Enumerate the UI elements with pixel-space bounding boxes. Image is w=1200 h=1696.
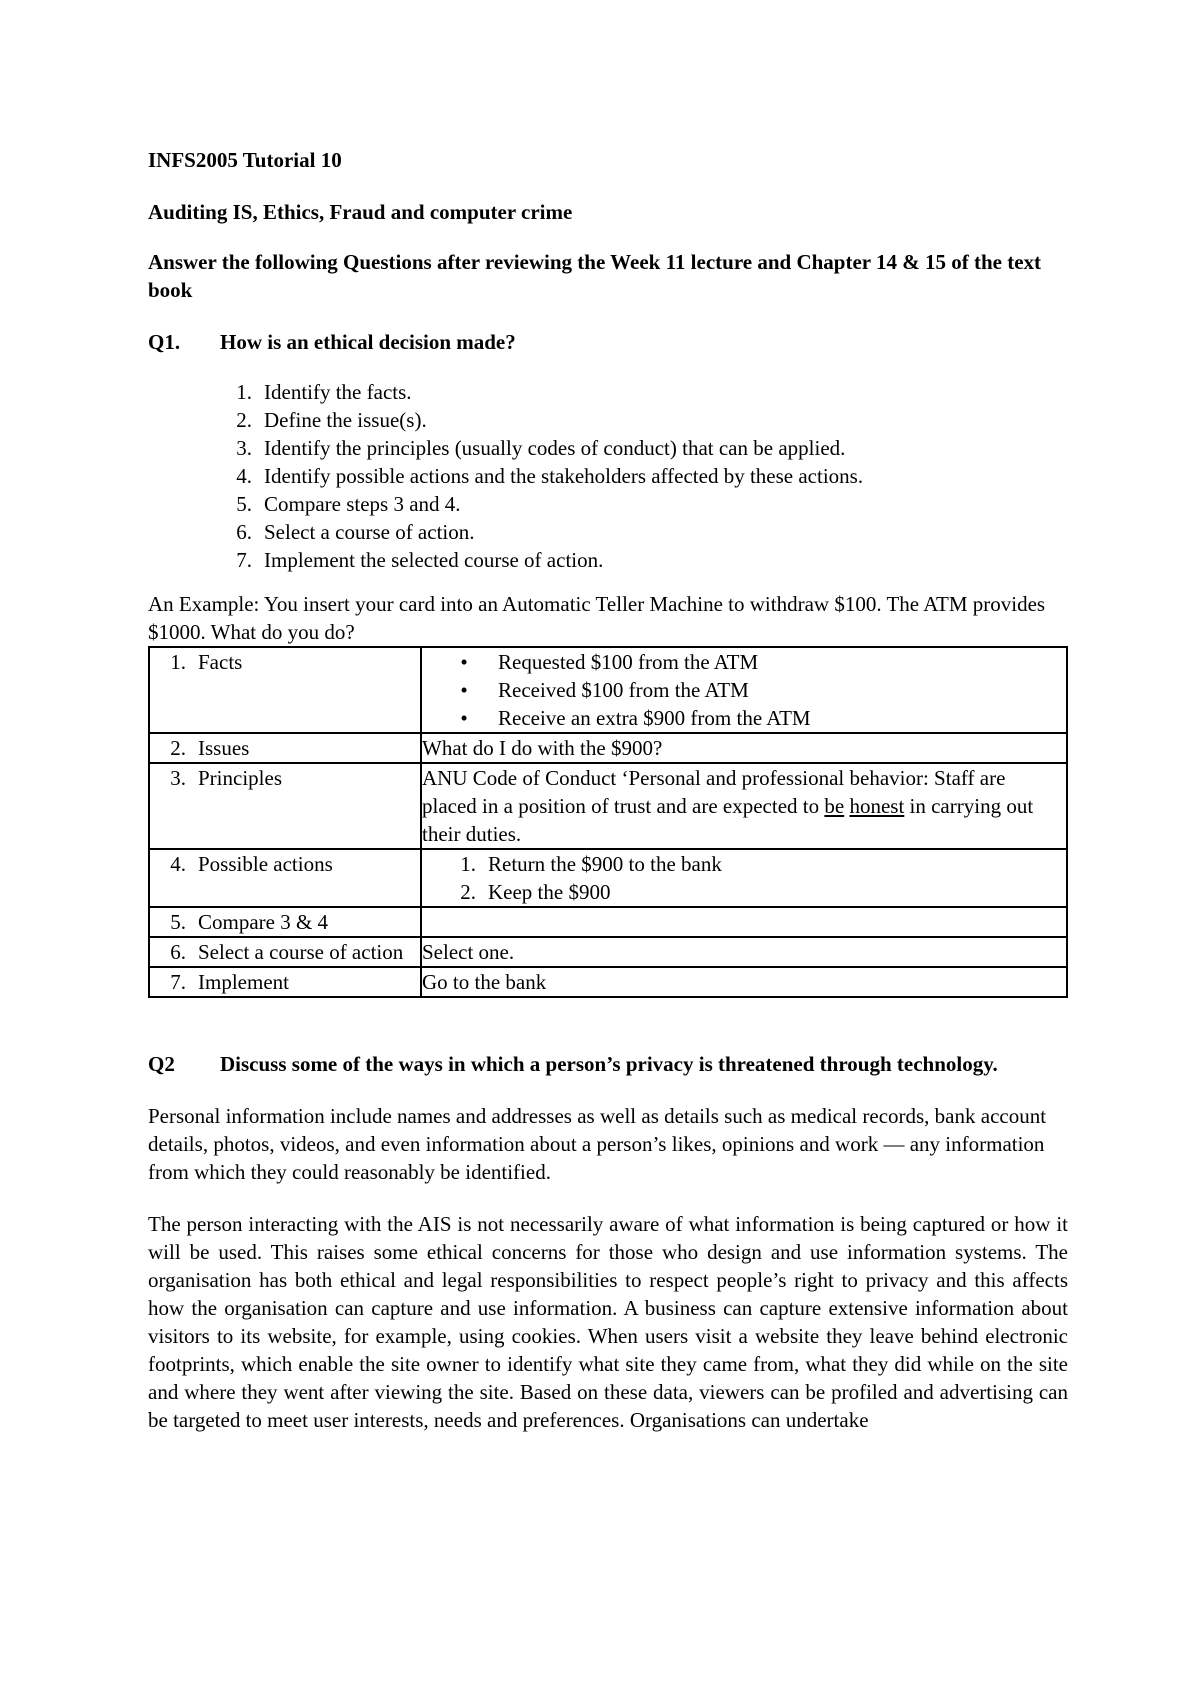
list-item: 6. Select a course of action. xyxy=(236,520,475,544)
table-row: 5. Compare 3 & 4 xyxy=(149,907,1067,937)
q2-question: Discuss some of the ways in which a person’s privacy is threatened through technology. xyxy=(220,1052,998,1076)
list-item: 1. Identify the facts. xyxy=(236,380,412,404)
actions-list xyxy=(422,850,1056,906)
list-item: 5. Compare steps 3 and 4. xyxy=(236,492,461,516)
ethical-decision-table xyxy=(148,646,1068,998)
list-item: 4. Identify possible actions and the stakeholders affected by these actions. xyxy=(236,464,864,488)
q2-paragraph-1: Personal information include names and addresses as well as details such as medical records, bank account details, photos, videos, and even information about a person’s likes, opinions and work — any information from which they could reasonably be identified. xyxy=(148,1104,1047,1184)
list-item: 3. Identify the principles (usually codes of conduct) that can be applied. xyxy=(236,436,846,460)
table-row: 1. Facts • Requested $100 from the ATM • Received $100 from the ATM • Receive an extra $900 from the ATM xyxy=(149,647,1067,733)
principles-cell: ANU Code of Conduct ‘Personal and professional behavior: Staff are placed in a position of trust and are expected to be honest in carrying out their duties. xyxy=(421,763,1067,849)
q2-number: Q2 xyxy=(148,1052,175,1076)
q1-number: Q1. xyxy=(148,330,181,354)
document-content xyxy=(148,146,1068,1434)
table-row: 3. Principles ANU Code of Conduct ‘Personal and professional behavior: Staff are placed in a position of trust and are expected to be honest in carrying out their duties. xyxy=(149,763,1067,849)
list-item: • Receive an extra $900 from the ATM xyxy=(422,704,1056,732)
bullet-icon: • xyxy=(460,650,468,674)
q2-paragraph-2: The person interacting with the AIS is not necessarily aware of what information is being captured or how it will be used. This raises some ethical concerns for those who design and use information systems. The organisation has both ethical and legal responsibilities to respect people’s right to privacy and this affects how the organisation can capture and use information. A business can capture extensive information about visitors to its website, for example, using cookies. When users visit a website they leave behind electronic footprints, which enable the site owner to identify what site they came from, what they did while on the site and where they went after viewing the site. Based on these data, viewers can be profiled and advertising can be targeted to meet user interests, needs and preferences. Organisations can undertake xyxy=(148,1212,1068,1432)
list-item: 2. Define the issue(s). xyxy=(236,408,427,432)
list-item: 2. Keep the $900 xyxy=(460,880,611,904)
document-title: INFS2005 Tutorial 10 xyxy=(148,148,342,172)
bullet-icon: • xyxy=(460,678,468,702)
document-subtitle: Auditing IS, Ethics, Fraud and computer crime xyxy=(148,200,573,224)
ethical-steps-list xyxy=(148,378,1068,574)
list-item: 1. Return the $900 to the bank xyxy=(460,852,722,876)
table-row: 7. Implement Go to the bank xyxy=(149,967,1067,997)
bullet-icon: • xyxy=(460,706,468,730)
table-row: 4. Possible actions 1. Return the $900 to the bank 2. Keep the $900 xyxy=(149,849,1067,907)
list-item: • Requested $100 from the ATM xyxy=(422,648,1056,676)
list-item: • Received $100 from the ATM xyxy=(422,676,1056,704)
table-row: 6. Select a course of action Select one. xyxy=(149,937,1067,967)
example-text: An Example: You insert your card into an Automatic Teller Machine to withdraw $100. The ATM provides $1000. What do you do? xyxy=(148,592,1046,644)
list-item: 7. Implement the selected course of action. xyxy=(236,548,604,572)
instruction-text: Answer the following Questions after reviewing the Week 11 lecture and Chapter 14 & 15 of the text book xyxy=(148,250,1042,302)
table-row: 2. Issues What do I do with the $900? xyxy=(149,733,1067,763)
q1-question: How is an ethical decision made? xyxy=(220,330,516,354)
q1-heading xyxy=(148,328,1068,356)
facts-list xyxy=(422,648,1056,732)
q2-heading xyxy=(148,1050,1068,1078)
